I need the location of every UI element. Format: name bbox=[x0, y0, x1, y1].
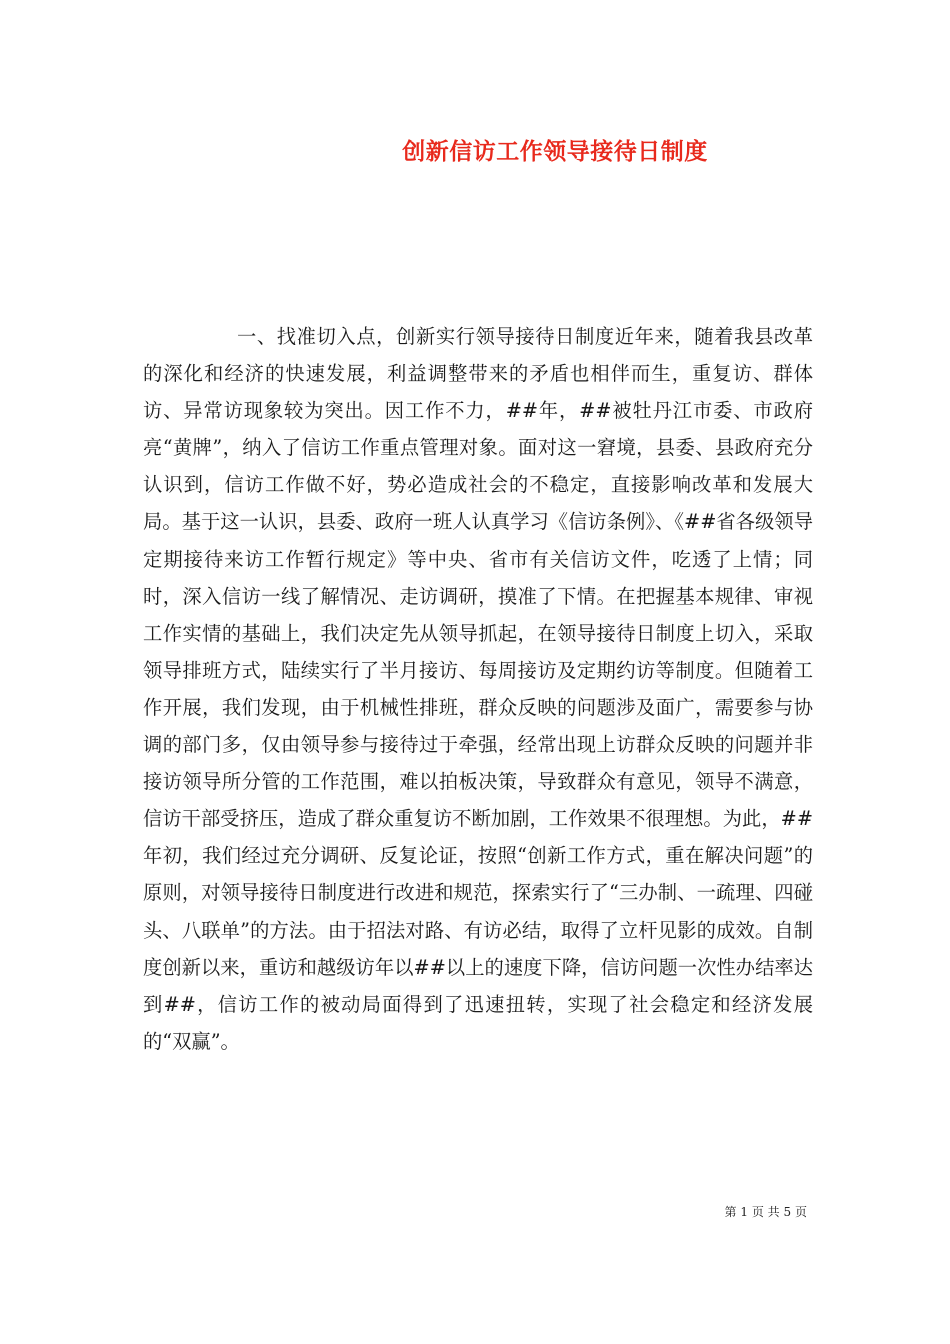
body-paragraph: 一、找准切入点，创新实行领导接待日制度近年来，随着我县改革的深化和经济的快速发展，利益调整带来的矛盾也相伴而生，重复访、群体访、异常访现象较为突出。因工作不力，##年，##被牡丹江市委、市政府亮“黄牌”，纳入了信访工作重点管理对象。面对这一窘境，县委、县政府充分认识到，信访工作做不好，势必造成社会的不稳定，直接影响改革和发展大局。基于这一认识，县委、政府一班人认真学习《信访条例》、《##省各级领导定期接待来访工作暂行规定》等中央、省市有关信访文件，吃透了上情；同时，深入信访一线了解情况、走访调研，摸准了下情。在把握基本规律、审视工作实情的基础上，我们决定先从领导抓起，在领导接待日制度上切入，采取领导排班方式，陆续实行了半月接访、每周接访及定期约访等制度。但随着工作开展，我们发现，由于机械性排班，群众反映的问题涉及面广，需要参与协调的部门多，仅由领导参与接待过于牵强，经常出现上访群众反映的问题并非接访领导所分管的工作范围，难以拍板决策，导致群众有意见，领导不满意，信访干部受挤压，造成了群众重复访不断加剧，工作效果不很理想。为此，##年初，我们经过充分调研、反复论证，按照“创新工作方式，重在解决问题”的原则，对领导接待日制度进行改进和规范，探索实行了“三办制、一疏理、四碰头、八联单”的方法。由于招法对路、有访必结，取得了立杆见影的成效。自制度创新以来，重访和越级访年以##以上的速度下降，信访问题一次性办结率达到##，信访工作的被动局面得到了迅速扭转，实现了社会稳定和经济发展的“双赢”。 bbox=[143, 325, 813, 1053]
document-title: 创新信访工作领导接待日制度 bbox=[402, 138, 708, 165]
footer-middle: 页 共 bbox=[751, 1205, 780, 1219]
footer-total-pages: 5 bbox=[783, 1205, 792, 1219]
footer-prefix: 第 bbox=[724, 1205, 737, 1219]
footer-suffix: 页 bbox=[794, 1205, 807, 1219]
page-number-footer bbox=[725, 1203, 807, 1220]
footer-current-page: 1 bbox=[740, 1205, 749, 1219]
